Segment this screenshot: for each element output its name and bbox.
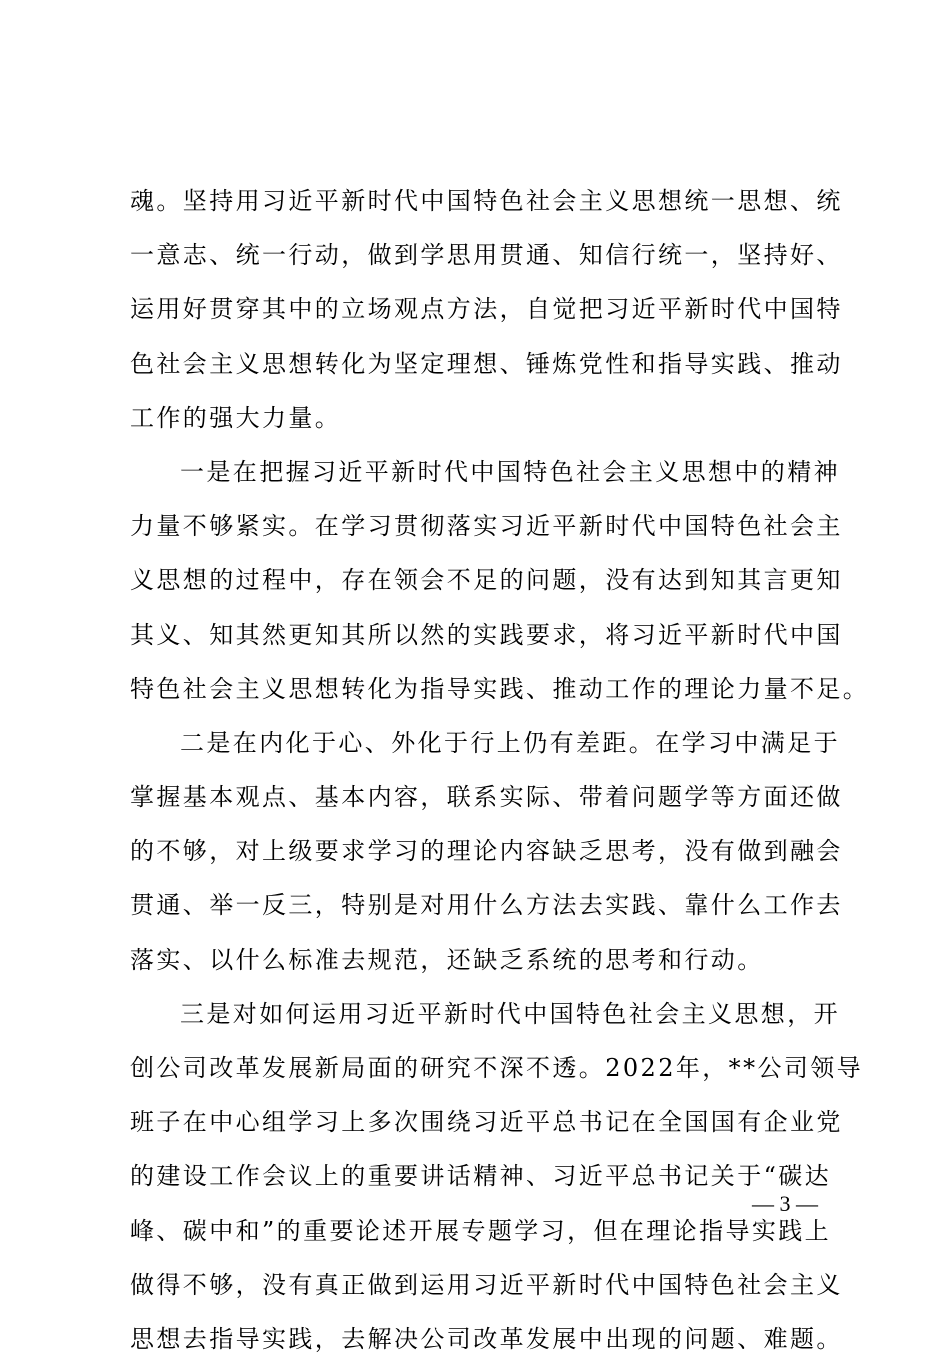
text-line: 色社会主义思想转化为坚定理想、锤炼党性和指导实践、推动 bbox=[130, 349, 843, 378]
paragraph-first-line: 二是在内化于心、外化于行上仍有差距。在学习中满足于 bbox=[180, 728, 840, 757]
body-text bbox=[130, 174, 870, 1366]
text-line: 的不够，对上级要求学习的理论内容缺乏思考，没有做到融会 bbox=[130, 837, 843, 866]
text-line: 力量不够紧实。在学习贯彻落实习近平新时代中国特色社会主 bbox=[130, 512, 843, 541]
text-line: 魂。坚持用习近平新时代中国特色社会主义思想统一思想、统 bbox=[130, 187, 843, 215]
paragraph-first-line: 一是在把握习近平新时代中国特色社会主义思想中的精神 bbox=[180, 457, 840, 486]
text-line: 掌握基本观点、基本内容，联系实际、带着问题学等方面还做 bbox=[130, 783, 843, 812]
text-line: 落实、以什么标准去规范，还缺乏系统的思考和行动。 bbox=[130, 945, 764, 974]
text-line: 特色社会主义思想转化为指导实践、推动工作的理论力量不足。 bbox=[130, 674, 870, 703]
text-line: 班子在中心组学习上多次围绕习近平总书记在全国国有企业党 bbox=[130, 1108, 843, 1137]
text-line: 的建设工作会议上的重要讲话精神、习近平总书记关于“碳达 bbox=[130, 1162, 832, 1191]
text-line: 峰、碳中和”的重要论述开展专题学习，但在理论指导实践上 bbox=[130, 1216, 832, 1245]
page-number: — 3 — bbox=[752, 1191, 818, 1216]
text-line: 做得不够，没有真正做到运用习近平新时代中国特色社会主义 bbox=[130, 1270, 843, 1299]
text-line: 思想去指导实践，去解决公司改革发展中出现的问题、难题。 bbox=[130, 1324, 843, 1353]
text-line: 贯通、举一反三，特别是对用什么方法去实践、靠什么工作去 bbox=[130, 891, 843, 920]
paragraph-first-line: 三是对如何运用习近平新时代中国特色社会主义思想，开 bbox=[180, 999, 840, 1028]
text-line: 创公司改革发展新局面的研究不深不透。2022年，**公司领导 bbox=[130, 1054, 864, 1082]
text-line: 工作的强大力量。 bbox=[130, 403, 342, 432]
text-line: 其义、知其然更知其所以然的实践要求，将习近平新时代中国 bbox=[130, 620, 843, 649]
text-line: 义思想的过程中，存在领会不足的问题，没有达到知其言更知 bbox=[130, 566, 843, 595]
text-line: 一意志、统一行动，做到学思用贯通、知信行统一，坚持好、 bbox=[130, 241, 843, 270]
text-line: 运用好贯穿其中的立场观点方法，自觉把习近平新时代中国特 bbox=[130, 295, 843, 324]
